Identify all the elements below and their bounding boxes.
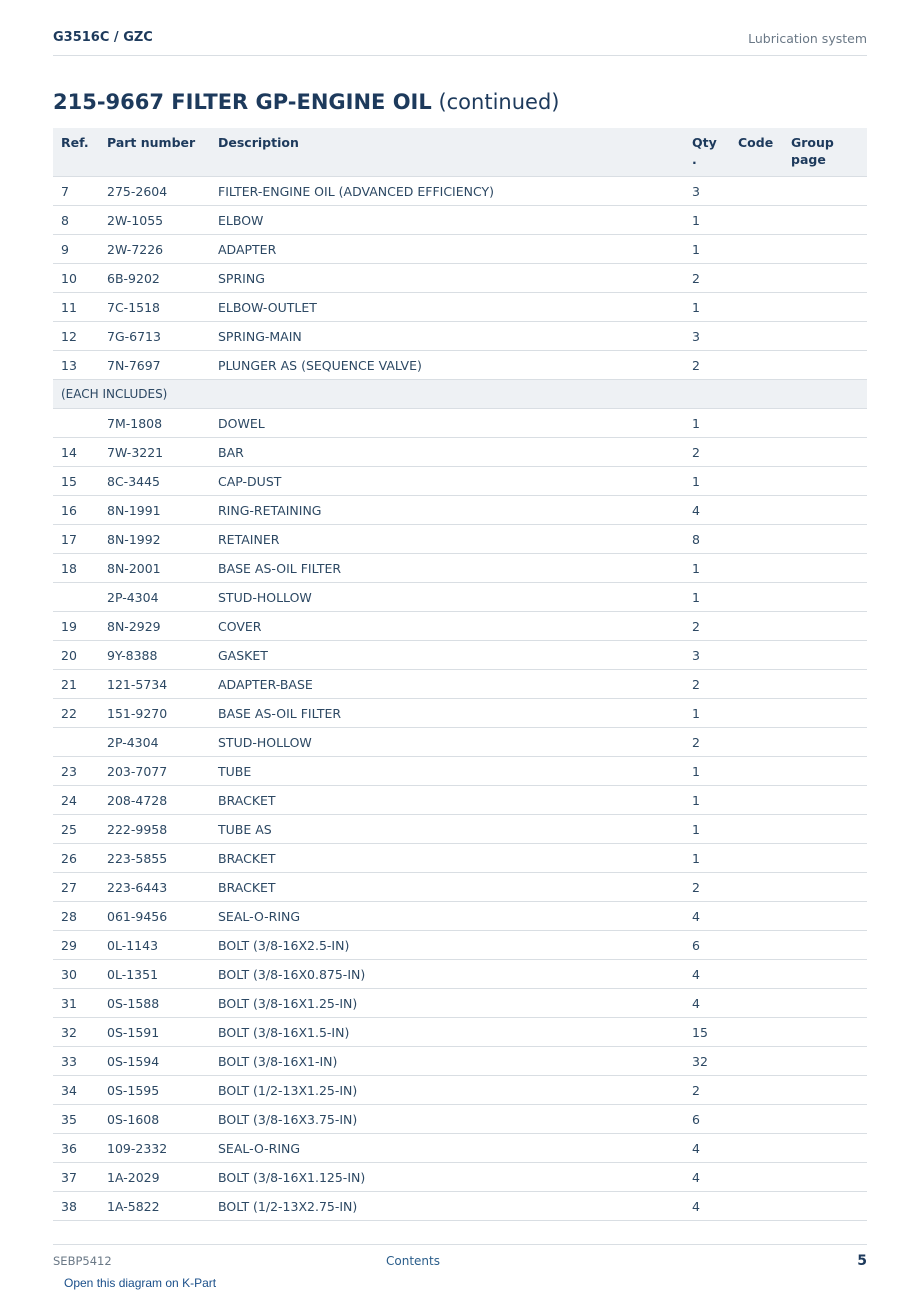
column-header-ref: Ref. <box>53 128 99 177</box>
qty-cell: 6 <box>684 931 730 960</box>
ref-cell: 10 <box>53 264 99 293</box>
table-row <box>53 177 867 206</box>
group-page-cell <box>783 1134 867 1163</box>
group-page-cell <box>783 264 867 293</box>
table-row <box>53 496 867 525</box>
part-number-cell: 8C-3445 <box>99 467 210 496</box>
title-part-name: 215-9667 FILTER GP-ENGINE OIL <box>53 90 432 114</box>
description-cell: TUBE AS <box>210 815 684 844</box>
group-page-cell <box>783 1192 867 1221</box>
qty-cell: 2 <box>684 264 730 293</box>
ref-cell: 27 <box>53 873 99 902</box>
table-row <box>53 525 867 554</box>
contents-link[interactable]: Contents <box>386 1254 440 1268</box>
table-row <box>53 293 867 322</box>
table-row <box>53 612 867 641</box>
group-page-cell <box>783 351 867 380</box>
table-row <box>53 960 867 989</box>
qty-cell: 1 <box>684 554 730 583</box>
description-cell: BOLT (1/2-13X1.25-IN) <box>210 1076 684 1105</box>
description-cell: SPRING-MAIN <box>210 322 684 351</box>
part-number-cell: 8N-2929 <box>99 612 210 641</box>
column-header-qty: Qty . <box>684 128 730 177</box>
part-number-cell: 2W-1055 <box>99 206 210 235</box>
part-number-cell: 0L-1351 <box>99 960 210 989</box>
part-number-cell: 223-6443 <box>99 873 210 902</box>
group-page-cell <box>783 786 867 815</box>
qty-cell: 1 <box>684 293 730 322</box>
ref-cell: 18 <box>53 554 99 583</box>
table-row <box>53 438 867 467</box>
part-number-cell: 9Y-8388 <box>99 641 210 670</box>
qty-cell: 3 <box>684 177 730 206</box>
ref-cell: 28 <box>53 902 99 931</box>
ref-cell: 13 <box>53 351 99 380</box>
document-id: SEBP5412 <box>53 1254 112 1268</box>
ref-cell: 22 <box>53 699 99 728</box>
qty-cell: 3 <box>684 322 730 351</box>
part-number-cell: 0S-1588 <box>99 989 210 1018</box>
code-cell <box>730 409 783 438</box>
table-row <box>53 641 867 670</box>
column-header-part-number: Part number <box>99 128 210 177</box>
description-cell: STUD-HOLLOW <box>210 728 684 757</box>
ref-cell: 26 <box>53 844 99 873</box>
note-row <box>53 380 867 409</box>
qty-cell: 8 <box>684 525 730 554</box>
table-row <box>53 699 867 728</box>
part-number-cell: 8N-1991 <box>99 496 210 525</box>
table-row <box>53 757 867 786</box>
group-page-cell <box>783 902 867 931</box>
table-row <box>53 1163 867 1192</box>
ref-cell: 19 <box>53 612 99 641</box>
qty-cell: 2 <box>684 670 730 699</box>
qty-cell: 1 <box>684 409 730 438</box>
description-cell: BOLT (3/8-16X3.75-IN) <box>210 1105 684 1134</box>
table-row <box>53 873 867 902</box>
ref-cell: 33 <box>53 1047 99 1076</box>
note-cell: (EACH INCLUDES) <box>53 380 867 409</box>
table-row <box>53 467 867 496</box>
qty-cell: 4 <box>684 1163 730 1192</box>
column-header-group-page: Group page <box>783 128 867 177</box>
description-cell: BRACKET <box>210 844 684 873</box>
code-cell <box>730 728 783 757</box>
group-page-cell <box>783 1018 867 1047</box>
code-cell <box>730 1192 783 1221</box>
table-row <box>53 815 867 844</box>
part-number-cell: 151-9270 <box>99 699 210 728</box>
code-cell <box>730 206 783 235</box>
part-number-cell: 8N-2001 <box>99 554 210 583</box>
qty-cell: 15 <box>684 1018 730 1047</box>
code-cell <box>730 235 783 264</box>
part-number-cell: 208-4728 <box>99 786 210 815</box>
part-number-cell: 275-2604 <box>99 177 210 206</box>
code-cell <box>730 960 783 989</box>
table-body <box>53 177 867 1221</box>
qty-cell: 1 <box>684 583 730 612</box>
ref-cell: 23 <box>53 757 99 786</box>
code-cell <box>730 467 783 496</box>
group-page-cell <box>783 1105 867 1134</box>
description-cell: ADAPTER <box>210 235 684 264</box>
group-page-cell <box>783 554 867 583</box>
code-cell <box>730 525 783 554</box>
part-number-cell: 7C-1518 <box>99 293 210 322</box>
description-cell: BAR <box>210 438 684 467</box>
part-number-cell: 2P-4304 <box>99 583 210 612</box>
qty-cell: 2 <box>684 873 730 902</box>
group-page-cell <box>783 612 867 641</box>
part-number-cell: 0S-1591 <box>99 1018 210 1047</box>
table-row <box>53 844 867 873</box>
ref-cell: 35 <box>53 1105 99 1134</box>
code-cell <box>730 438 783 467</box>
part-number-cell: 223-5855 <box>99 844 210 873</box>
part-number-cell: 1A-5822 <box>99 1192 210 1221</box>
table-row <box>53 1105 867 1134</box>
description-cell: TUBE <box>210 757 684 786</box>
part-number-cell: 121-5734 <box>99 670 210 699</box>
group-page-cell <box>783 177 867 206</box>
group-page-cell <box>783 293 867 322</box>
code-cell <box>730 699 783 728</box>
code-cell <box>730 1163 783 1192</box>
description-cell: BRACKET <box>210 873 684 902</box>
ref-cell: 30 <box>53 960 99 989</box>
group-page-cell <box>783 1163 867 1192</box>
ref-cell: 9 <box>53 235 99 264</box>
part-number-cell: 2W-7226 <box>99 235 210 264</box>
code-cell <box>730 322 783 351</box>
code-cell <box>730 177 783 206</box>
qty-cell: 2 <box>684 612 730 641</box>
page-title <box>53 90 559 114</box>
description-cell: BOLT (3/8-16X1-IN) <box>210 1047 684 1076</box>
qty-cell: 1 <box>684 815 730 844</box>
qty-cell: 2 <box>684 1076 730 1105</box>
code-cell <box>730 1134 783 1163</box>
part-number-cell: 2P-4304 <box>99 728 210 757</box>
ref-cell: 37 <box>53 1163 99 1192</box>
group-page-cell <box>783 960 867 989</box>
description-cell: BRACKET <box>210 786 684 815</box>
page-number: 5 <box>857 1253 867 1269</box>
group-page-cell <box>783 235 867 264</box>
description-cell: BOLT (3/8-16X1.5-IN) <box>210 1018 684 1047</box>
ref-cell <box>53 409 99 438</box>
table-row <box>53 1047 867 1076</box>
code-cell <box>730 583 783 612</box>
table-row <box>53 1018 867 1047</box>
description-cell: ADAPTER-BASE <box>210 670 684 699</box>
group-page-cell <box>783 873 867 902</box>
qty-cell: 1 <box>684 757 730 786</box>
table-row <box>53 554 867 583</box>
qty-cell: 1 <box>684 699 730 728</box>
description-cell: PLUNGER AS (SEQUENCE VALVE) <box>210 351 684 380</box>
column-header-description: Description <box>210 128 684 177</box>
group-page-cell <box>783 844 867 873</box>
ref-cell: 21 <box>53 670 99 699</box>
kpart-diagram-link[interactable]: Open this diagram on K-Part <box>64 1276 217 1290</box>
code-cell <box>730 815 783 844</box>
code-cell <box>730 844 783 873</box>
code-cell <box>730 1018 783 1047</box>
description-cell: SEAL-O-RING <box>210 902 684 931</box>
qty-cell: 1 <box>684 467 730 496</box>
description-cell: RING-RETAINING <box>210 496 684 525</box>
table-row <box>53 1076 867 1105</box>
ref-cell: 36 <box>53 1134 99 1163</box>
table-row <box>53 989 867 1018</box>
table-row <box>53 351 867 380</box>
qty-cell: 4 <box>684 902 730 931</box>
description-cell: BOLT (3/8-16X1.125-IN) <box>210 1163 684 1192</box>
group-page-cell <box>783 322 867 351</box>
page-footer <box>53 1244 867 1275</box>
ref-cell <box>53 583 99 612</box>
ref-cell: 29 <box>53 931 99 960</box>
part-number-cell: 7N-7697 <box>99 351 210 380</box>
group-page-cell <box>783 467 867 496</box>
code-cell <box>730 670 783 699</box>
part-number-cell: 109-2332 <box>99 1134 210 1163</box>
code-cell <box>730 1105 783 1134</box>
table-row <box>53 409 867 438</box>
table-row <box>53 902 867 931</box>
code-cell <box>730 873 783 902</box>
group-page-cell <box>783 757 867 786</box>
qty-cell: 3 <box>684 641 730 670</box>
part-number-cell: 6B-9202 <box>99 264 210 293</box>
ref-cell: 15 <box>53 467 99 496</box>
part-number-cell: 8N-1992 <box>99 525 210 554</box>
description-cell: ELBOW <box>210 206 684 235</box>
group-page-cell <box>783 1076 867 1105</box>
code-cell <box>730 264 783 293</box>
group-page-cell <box>783 728 867 757</box>
description-cell: BASE AS-OIL FILTER <box>210 554 684 583</box>
ref-cell <box>53 728 99 757</box>
part-number-cell: 1A-2029 <box>99 1163 210 1192</box>
part-number-cell: 0S-1595 <box>99 1076 210 1105</box>
ref-cell: 16 <box>53 496 99 525</box>
code-cell <box>730 351 783 380</box>
table-row <box>53 206 867 235</box>
code-cell <box>730 293 783 322</box>
qty-cell: 4 <box>684 960 730 989</box>
ref-cell: 11 <box>53 293 99 322</box>
code-cell <box>730 989 783 1018</box>
part-number-cell: 7G-6713 <box>99 322 210 351</box>
group-page-cell <box>783 409 867 438</box>
qty-cell: 32 <box>684 1047 730 1076</box>
part-number-cell: 061-9456 <box>99 902 210 931</box>
code-cell <box>730 554 783 583</box>
group-page-cell <box>783 641 867 670</box>
description-cell: ELBOW-OUTLET <box>210 293 684 322</box>
group-page-cell <box>783 206 867 235</box>
ref-cell: 34 <box>53 1076 99 1105</box>
description-cell: BASE AS-OIL FILTER <box>210 699 684 728</box>
code-cell <box>730 641 783 670</box>
table-row <box>53 786 867 815</box>
ref-cell: 25 <box>53 815 99 844</box>
description-cell: COVER <box>210 612 684 641</box>
table-row <box>53 1192 867 1221</box>
ref-cell: 24 <box>53 786 99 815</box>
qty-cell: 4 <box>684 989 730 1018</box>
description-cell: BOLT (1/2-13X2.75-IN) <box>210 1192 684 1221</box>
table-row <box>53 1134 867 1163</box>
part-number-cell: 222-9958 <box>99 815 210 844</box>
table-row <box>53 931 867 960</box>
ref-cell: 32 <box>53 1018 99 1047</box>
qty-cell: 6 <box>684 1105 730 1134</box>
group-page-cell <box>783 525 867 554</box>
table-row <box>53 583 867 612</box>
title-suffix: (continued) <box>438 90 560 114</box>
code-cell <box>730 931 783 960</box>
table-row <box>53 322 867 351</box>
part-number-cell: 0S-1594 <box>99 1047 210 1076</box>
table-header-row <box>53 128 867 177</box>
part-number-cell: 203-7077 <box>99 757 210 786</box>
description-cell: DOWEL <box>210 409 684 438</box>
ref-cell: 8 <box>53 206 99 235</box>
table-row <box>53 670 867 699</box>
code-cell <box>730 757 783 786</box>
code-cell <box>730 786 783 815</box>
ref-cell: 7 <box>53 177 99 206</box>
page-header <box>53 28 867 56</box>
part-number-cell: 0S-1608 <box>99 1105 210 1134</box>
group-page-cell <box>783 496 867 525</box>
ref-cell: 12 <box>53 322 99 351</box>
description-cell: BOLT (3/8-16X0.875-IN) <box>210 960 684 989</box>
table-row <box>53 235 867 264</box>
part-number-cell: 7W-3221 <box>99 438 210 467</box>
description-cell: CAP-DUST <box>210 467 684 496</box>
group-page-cell <box>783 989 867 1018</box>
qty-cell: 1 <box>684 786 730 815</box>
qty-cell: 2 <box>684 351 730 380</box>
ref-cell: 20 <box>53 641 99 670</box>
qty-cell: 4 <box>684 1134 730 1163</box>
code-cell <box>730 496 783 525</box>
qty-cell: 1 <box>684 235 730 264</box>
column-header-code: Code <box>730 128 783 177</box>
code-cell <box>730 902 783 931</box>
group-page-cell <box>783 699 867 728</box>
qty-cell: 2 <box>684 728 730 757</box>
qty-cell: 4 <box>684 1192 730 1221</box>
description-cell: FILTER-ENGINE OIL (ADVANCED EFFICIENCY) <box>210 177 684 206</box>
table-row <box>53 264 867 293</box>
group-page-cell <box>783 438 867 467</box>
qty-cell: 2 <box>684 438 730 467</box>
group-page-cell <box>783 1047 867 1076</box>
table-row <box>53 728 867 757</box>
ref-cell: 38 <box>53 1192 99 1221</box>
qty-cell: 4 <box>684 496 730 525</box>
code-cell <box>730 1076 783 1105</box>
description-cell: BOLT (3/8-16X1.25-IN) <box>210 989 684 1018</box>
group-page-cell <box>783 670 867 699</box>
ref-cell: 14 <box>53 438 99 467</box>
description-cell: RETAINER <box>210 525 684 554</box>
section-label: Lubrication system <box>748 31 867 46</box>
description-cell: BOLT (3/8-16X2.5-IN) <box>210 931 684 960</box>
qty-cell: 1 <box>684 844 730 873</box>
ref-cell: 31 <box>53 989 99 1018</box>
description-cell: SEAL-O-RING <box>210 1134 684 1163</box>
ref-cell: 17 <box>53 525 99 554</box>
description-cell: SPRING <box>210 264 684 293</box>
part-number-cell: 0L-1143 <box>99 931 210 960</box>
code-cell <box>730 612 783 641</box>
description-cell: GASKET <box>210 641 684 670</box>
qty-cell: 1 <box>684 206 730 235</box>
parts-table <box>53 128 867 1221</box>
description-cell: STUD-HOLLOW <box>210 583 684 612</box>
group-page-cell <box>783 931 867 960</box>
part-number-cell: 7M-1808 <box>99 409 210 438</box>
code-cell <box>730 1047 783 1076</box>
group-page-cell <box>783 815 867 844</box>
group-page-cell <box>783 583 867 612</box>
model-label: G3516C / GZC <box>53 30 153 45</box>
